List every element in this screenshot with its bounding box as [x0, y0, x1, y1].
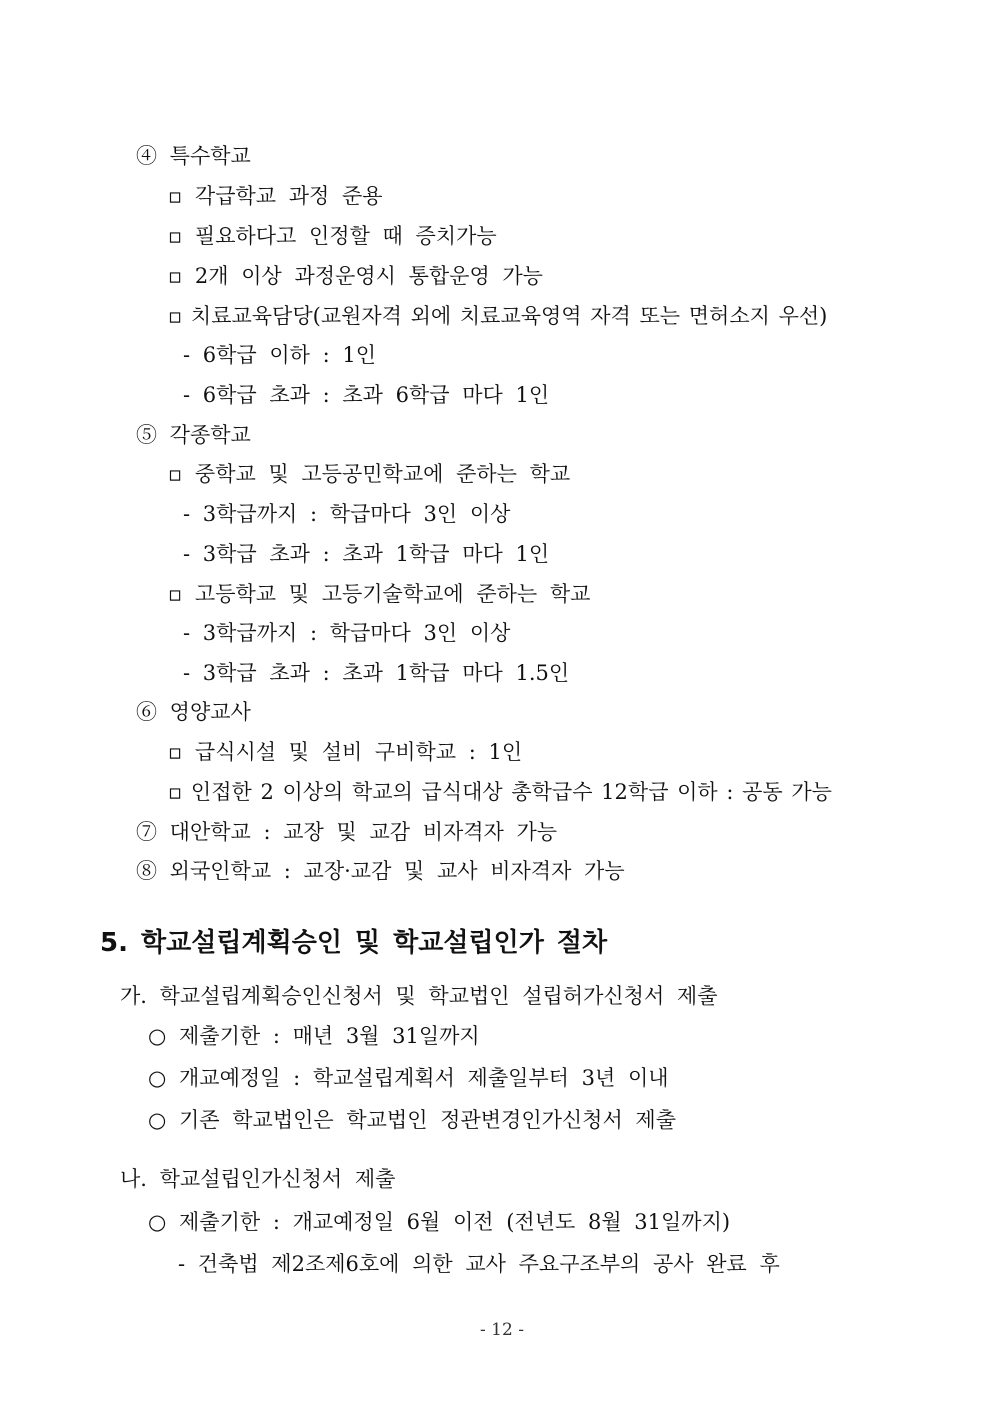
- item-5-title: ⑤ 각종학교: [136, 423, 251, 447]
- item-6-title: ⑥ 영양교사: [136, 700, 251, 724]
- item-4-bullet: ▫ 치료교육담당(교원자격 외에 치료교육영역 자격 또는 면허소지 우선): [168, 304, 828, 328]
- item-5-bullet: ▫ 고등학교 및 고등기술학교에 준하는 학교: [168, 582, 591, 606]
- subsection-ga-item: ○ 제출기한 : 매년 3월 31일까지: [148, 1024, 480, 1048]
- item-8: ⑧ 외국인학교 : 교장·교감 및 교사 비자격자 가능: [136, 859, 625, 883]
- subsection-na-item: ○ 제출기한 : 개교예정일 6월 이전 (전년도 8월 31일까지): [148, 1210, 731, 1234]
- item-4-bullet: ▫ 각급학교 과정 준용: [168, 184, 383, 208]
- item-4-bullet: ▫ 필요하다고 인정할 때 증치가능: [168, 224, 497, 248]
- subsection-na-title: 나. 학교설립인가신청서 제출: [120, 1167, 396, 1191]
- item-4-sub: - 6학급 이하 : 1인: [183, 343, 377, 367]
- subsection-ga-item: ○ 개교예정일 : 학교설립계획서 제출일부터 3년 이내: [148, 1066, 669, 1090]
- item-4-bullet: ▫ 2개 이상 과정운영시 통합운영 가능: [168, 264, 543, 288]
- subsection-ga-title: 가. 학교설립계획승인신청서 및 학교법인 설립허가신청서 제출: [120, 984, 718, 1008]
- item-5-sub: - 3학급까지 : 학급마다 3인 이상: [183, 621, 511, 645]
- item-5-sub: - 3학급 초과 : 초과 1학급 마다 1.5인: [183, 661, 570, 685]
- item-4-sub: - 6학급 초과 : 초과 6학급 마다 1인: [183, 383, 550, 407]
- item-5-sub: - 3학급까지 : 학급마다 3인 이상: [183, 502, 511, 526]
- item-6-bullet: ▫ 급식시설 및 설비 구비학교 : 1인: [168, 740, 523, 764]
- item-4-title: ④ 특수학교: [136, 144, 251, 168]
- item-5-bullet: ▫ 중학교 및 고등공민학교에 준하는 학교: [168, 462, 571, 486]
- subsection-ga-item: ○ 기존 학교법인은 학교법인 정관변경인가신청서 제출: [148, 1108, 676, 1132]
- item-5-sub: - 3학급 초과 : 초과 1학급 마다 1인: [183, 542, 550, 566]
- section-5-heading: 5. 학교설립계획승인 및 학교설립인가 절차: [100, 928, 608, 958]
- subsection-na-sub: - 건축법 제2조제6호에 의한 교사 주요구조부의 공사 완료 후: [178, 1252, 780, 1276]
- item-7: ⑦ 대안학교 : 교장 및 교감 비자격자 가능: [136, 820, 558, 844]
- item-6-bullet: ▫ 인접한 2 이상의 학교의 급식대상 총학급수 12학급 이하 : 공동 가능: [168, 780, 832, 804]
- page-number: - 12 -: [480, 1320, 524, 1340]
